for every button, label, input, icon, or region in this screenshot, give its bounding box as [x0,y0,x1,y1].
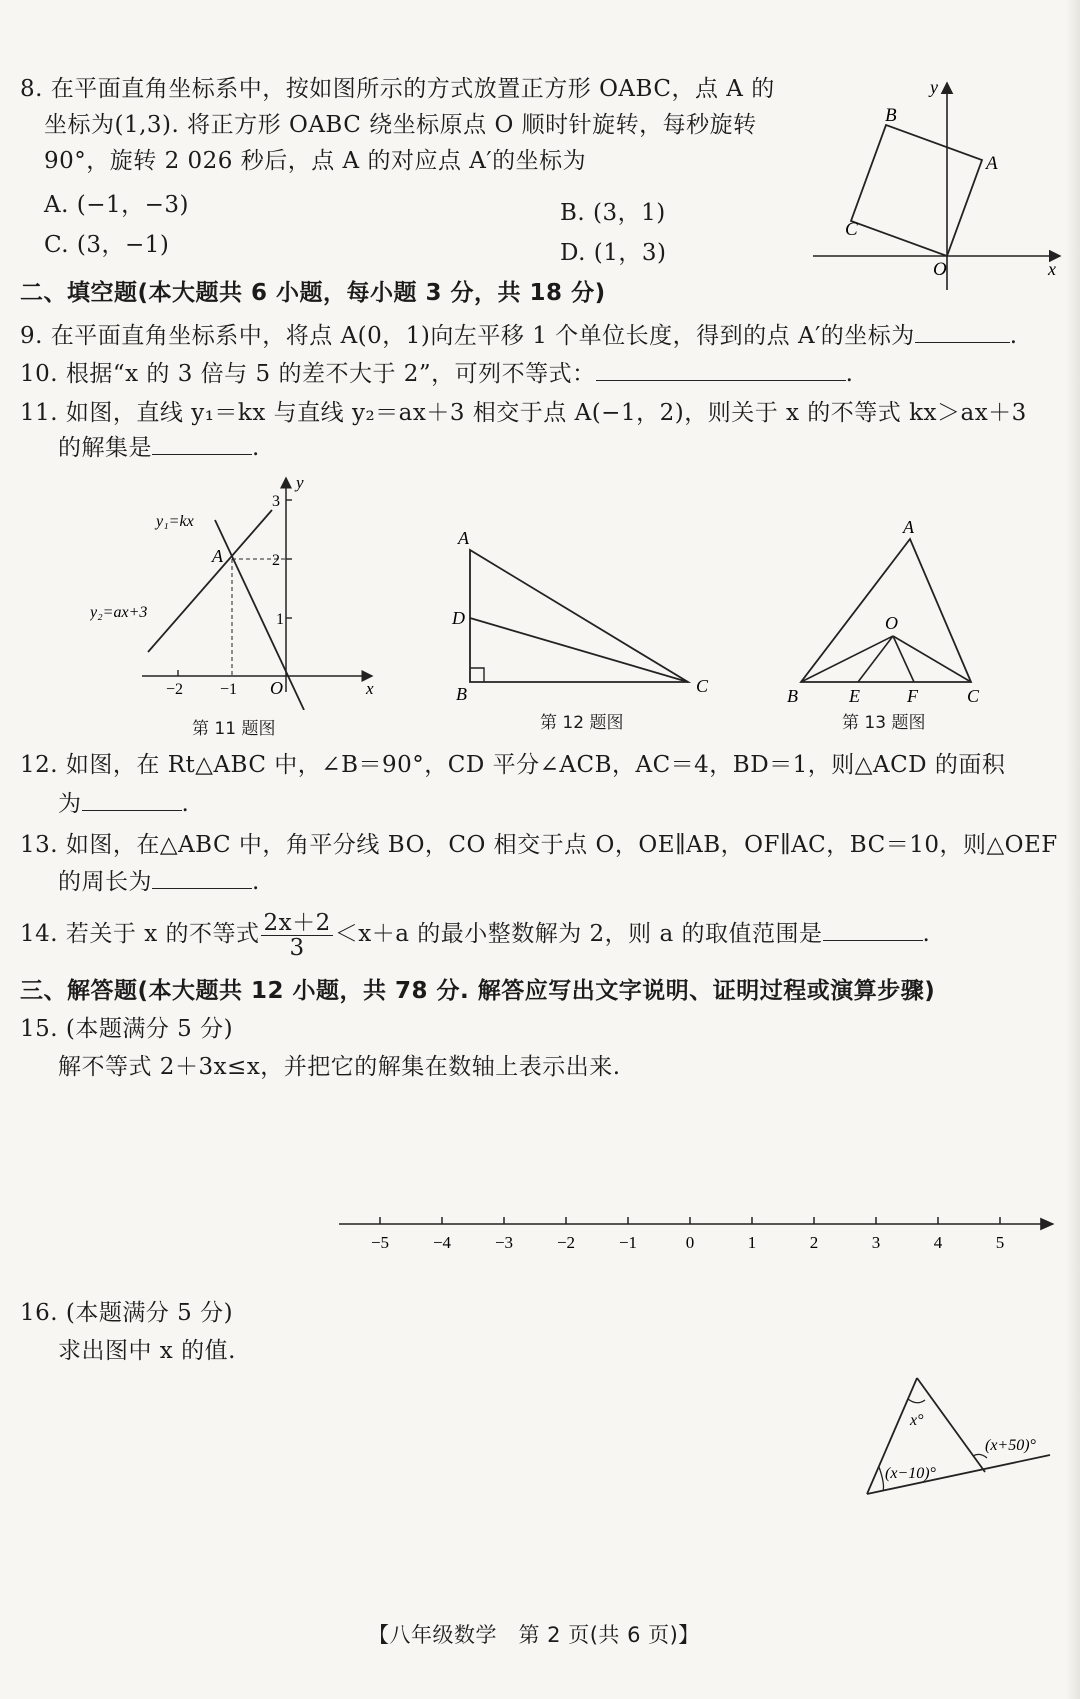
number-line-label: 5 [995,1233,1005,1252]
q16-text: 求出图中 x 的值. [58,1338,236,1364]
q8-label-c: C [845,219,858,240]
q14-fraction: $\frac{2x+2}{3}$ [263,909,331,961]
fig11-label-y2: y₂=ax+3 [90,604,148,621]
number-line-label: 1 [747,1233,757,1252]
fig11-label-y1: y₁=kx [156,513,194,530]
fig12-label-a: A [458,528,469,548]
q8-line2: 坐标为(1,3). 将正方形 OABC 绕坐标原点 O 顺时针旋转，每秒旋转 [44,112,757,138]
page-shadow-edge [1066,0,1080,1699]
fig13-triangle [785,515,995,710]
q14-text: 14. 若关于 x 的不等式 $\frac{2x+2}{3}$ ＜x＋a 的最小整数解为 2，则 a 的取值范围是 . [20,909,931,961]
number-line-label: −2 [556,1233,576,1252]
section2-title: 二、填空题(本大题共 6 小题，每小题 3 分，共 18 分) [20,280,606,306]
fig11-graph [90,470,390,710]
q9-text: 9. 在平面直角坐标系中，将点 A(0，1)向左平移 1 个单位长度，得到的点 A′的坐标为 . [20,320,1018,351]
fig11-tick-2: 2 [272,552,280,569]
q8-option-b: B. (3，1) [560,200,666,226]
fig13-label-b: B [787,686,798,706]
q11-line2: 的解集是 . [58,432,260,463]
q8-label-o: O [933,259,947,280]
q16-label-top-angle: x° [910,1412,924,1429]
number-line [335,1200,1060,1260]
fig11-tick-neg2: −2 [166,681,184,698]
fig13-label-f: F [907,686,918,706]
fig11-label-y: y [296,473,304,492]
q8-line1: 8. 在平面直角坐标系中，按如图所示的方式放置正方形 OABC，点 A 的 [20,76,775,102]
q8-label-b: B [885,105,897,126]
section3-title: 三、解答题(本大题共 12 小题，共 78 分. 解答应写出文字说明、证明过程或演算步骤) [20,978,936,1004]
number-line-label: 2 [809,1233,819,1252]
q12-line2: 为 . [58,788,189,819]
q12-line1: 12. 如图，在 Rt△ABC 中，∠B＝90°，CD 平分∠ACB，AC＝4，BD＝1，则△ACD 的面积 [20,752,1006,778]
fig13-caption: 第 13 题图 [842,713,926,733]
q8-option-c: C. (3，−1) [44,232,170,258]
fig11-tick-1: 1 [276,611,284,628]
q8-label-a: A [986,153,998,174]
q15-head: 15. (本题满分 5 分) [20,1016,234,1042]
number-line-label: −4 [432,1233,452,1252]
number-line-label: 3 [871,1233,881,1252]
fig12-label-b: B [456,684,467,704]
fig13-label-c: C [967,686,980,706]
q16-triangle-figure [855,1370,1055,1510]
number-line-label: −3 [494,1233,514,1252]
fig13-label-o: O [885,613,898,633]
q16-label-exterior-angle: (x+50)° [985,1437,1036,1454]
q13-line2: 的周长为 . [58,866,260,897]
q8-label-x: x [1048,259,1056,279]
number-line-label: −5 [370,1233,390,1252]
q16-head: 16. (本题满分 5 分) [20,1300,234,1326]
fig11-label-x: x [366,679,374,698]
q8-line3: 90°，旋转 2 026 秒后，点 A 的对应点 A′的坐标为 [44,148,587,174]
fig11-label-o: O [270,678,283,698]
q16-label-left-angle: (x−10)° [885,1465,936,1482]
page-footer: 【八年级数学 第 2 页(共 6 页)】 [368,1623,700,1647]
fig11-caption: 第 11 题图 [192,719,276,739]
fig11-tick-3: 3 [272,493,280,510]
q10-text: 10. 根据“x 的 3 倍与 5 的差不大于 2”，可列不等式： . [20,358,853,389]
number-line-label: −1 [618,1233,638,1252]
fig12-label-d: D [452,608,465,628]
fig11-tick-neg1: −1 [220,681,238,698]
fig13-label-e: E [849,686,860,706]
fig12-caption: 第 12 题图 [540,713,624,733]
fig13-label-a: A [903,517,914,537]
q8-option-d: D. (1，3) [560,240,667,266]
fig12-triangle [448,520,728,705]
number-line-label: 0 [685,1233,695,1252]
q8-option-a: A. (−1，−3) [44,192,189,218]
number-line-label: 4 [933,1233,943,1252]
q8-square-figure [805,75,1070,295]
q13-line1: 13. 如图，在△ABC 中，角平分线 BO，CO 相交于点 O，OE∥AB，OF∥AC，BC＝10，则△OEF [20,832,1058,858]
q8-label-y: y [930,77,938,97]
fig12-label-c: C [696,676,709,696]
q11-line1: 11. 如图，直线 y₁＝kx 与直线 y₂＝ax＋3 相交于点 A(−1，2)，则关于 x 的不等式 kx＞ax＋3 [20,400,1027,426]
fig11-label-a: A [212,546,223,566]
q15-text: 解不等式 2＋3x≤x，并把它的解集在数轴上表示出来. [58,1054,621,1080]
